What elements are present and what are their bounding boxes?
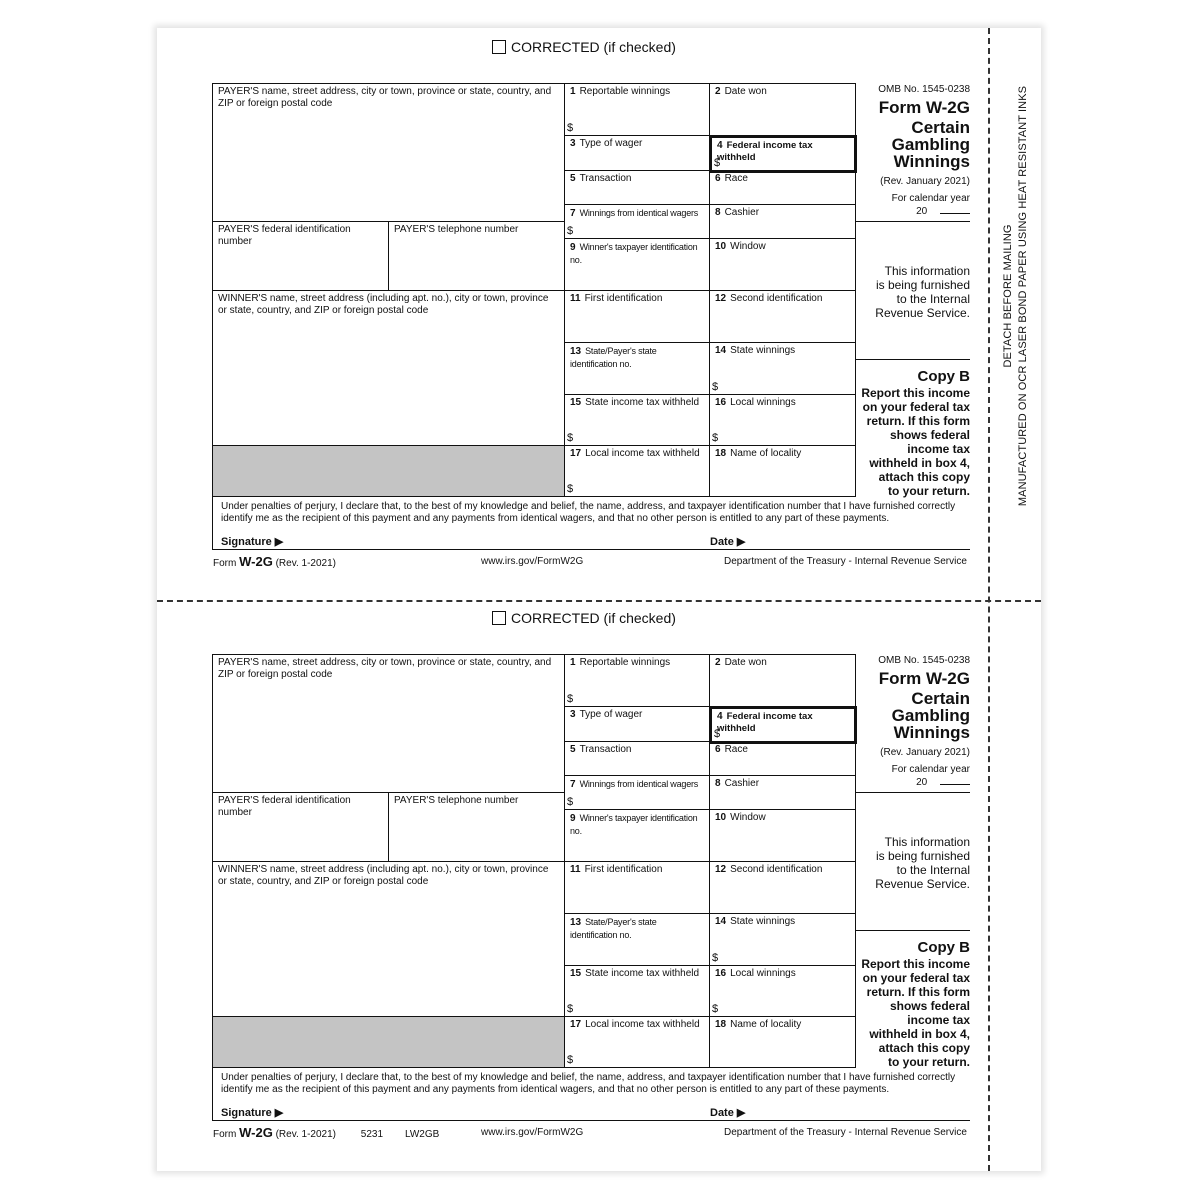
revision-date: (Rev. January 2021) xyxy=(880,747,970,758)
box-17-field[interactable] xyxy=(565,1017,710,1068)
box-17-number: 17 xyxy=(570,448,582,459)
box-6-number: 6 xyxy=(715,173,721,184)
signature-left-border xyxy=(212,497,213,549)
copy-b-line: return. If this form xyxy=(866,985,970,999)
box-1-number: 1 xyxy=(570,657,576,668)
payer-phone-label: PAYER'S telephone number xyxy=(394,224,519,235)
payer-fed-id-field[interactable] xyxy=(213,793,389,862)
form-title-line3: Gambling xyxy=(891,706,970,725)
calendar-year-label: For calendar year xyxy=(891,764,970,775)
box-15-dollar-sign: $ xyxy=(567,432,574,444)
signature-left-border xyxy=(212,1068,213,1120)
omb-number: OMB No. 1545-0238 xyxy=(878,655,970,666)
copy-b-title: Copy B xyxy=(917,368,970,385)
footer-dept: Department of the Treasury - Internal Revenue Service xyxy=(724,556,967,567)
box-14-number: 14 xyxy=(715,345,727,356)
box-15-label: State income tax withheld xyxy=(585,968,700,979)
perjury-statement: Under penalties of perjury, I declare that, to the best of my knowledge and belief, the name, address, and taxpayer identification number that I have furnished correctly identify me as the recipient of this payment and any payments from identical wagers, and that no other person is entitled to any part of these payments. xyxy=(221,1072,956,1095)
form-title-line4: Winnings xyxy=(893,723,970,742)
box-13-label: State/Payer's state identification no. xyxy=(570,917,657,940)
box-3-label: Type of wager xyxy=(579,709,643,720)
furnished-line4: Revenue Service. xyxy=(875,877,970,891)
footer-url: www.irs.gov/FormW2G xyxy=(481,1127,584,1138)
revision-date: (Rev. January 2021) xyxy=(880,176,970,187)
box-3-number: 3 xyxy=(570,709,576,720)
copy-b-line: to your return. xyxy=(887,484,970,498)
copy-b-line: return. If this form xyxy=(866,414,970,428)
winner-name-label: WINNER'S name, street address (including apt. no.), city or town, province or state, country, and ZIP or foreign postal code xyxy=(218,864,549,887)
signature-field[interactable]: Signature ▶ xyxy=(221,1107,284,1119)
box-7-number: 7 xyxy=(570,208,576,219)
payer-name-label: PAYER'S name, street address, city or town, province or state, country, and ZIP or foreign postal code xyxy=(218,86,552,109)
box-16-number: 16 xyxy=(715,968,727,979)
payer-phone-field[interactable] xyxy=(389,222,565,291)
payer-name-field[interactable] xyxy=(213,84,565,222)
box-14-dollar-sign: $ xyxy=(712,952,719,964)
box-6-label: Race xyxy=(724,173,748,184)
winner-name-label: WINNER'S name, street address (including apt. no.), city or town, province or state, country, and ZIP or foreign postal code xyxy=(218,293,549,316)
signature-bottom-line xyxy=(212,1120,970,1121)
box-16-dollar-sign: $ xyxy=(712,432,719,444)
box-2-number: 2 xyxy=(715,657,721,668)
payer-fed-id-field[interactable] xyxy=(213,222,389,291)
box-10-label: Window xyxy=(730,812,766,823)
box-5-label: Transaction xyxy=(579,744,632,755)
payer-fed-id-label: PAYER'S federal identification number xyxy=(218,224,351,247)
year-prefix: 20 xyxy=(916,206,928,217)
furnished-line2: is being furnished xyxy=(875,849,970,863)
box-17-field[interactable] xyxy=(565,446,710,497)
box-9-label: Winner's taxpayer identification no. xyxy=(570,242,698,265)
box-5-number: 5 xyxy=(570,173,576,184)
footer-form-word: Form xyxy=(213,558,237,569)
box-7-dollar-sign: $ xyxy=(567,796,574,808)
payer-phone-field[interactable] xyxy=(389,793,565,862)
corrected-checkbox-row[interactable] xyxy=(492,39,676,55)
payer-name-label: PAYER'S name, street address, city or town, province or state, country, and ZIP or foreign postal code xyxy=(218,657,552,680)
box-4-dollar-sign: $ xyxy=(714,157,721,169)
perjury-statement: Under penalties of perjury, I declare that, to the best of my knowledge and belief, the name, address, and taxpayer identification number that I have furnished correctly identify me as the recipient of this payment and any payments from identical wagers, and that no other person is entitled to any part of these payments. xyxy=(221,501,956,524)
box-10-number: 10 xyxy=(715,241,727,252)
box-8-field[interactable] xyxy=(710,776,856,810)
box-3-field[interactable] xyxy=(565,136,710,171)
box-8-number: 8 xyxy=(715,207,721,218)
copy-b-line: to your return. xyxy=(887,1055,970,1069)
box-12-number: 12 xyxy=(715,864,727,875)
box-14-field[interactable] xyxy=(710,914,856,966)
box-18-field[interactable] xyxy=(710,1017,856,1068)
box-7-dollar-sign: $ xyxy=(567,225,574,237)
box-14-label: State winnings xyxy=(730,345,796,356)
side-notice-line2: MANUFACTURED ON OCR LASER BOND PAPER USING HEAT RESISTANT INKS xyxy=(1017,85,1029,507)
shaded-area xyxy=(213,1017,565,1068)
signature-bottom-line xyxy=(212,549,970,550)
box-17-dollar-sign: $ xyxy=(567,1054,574,1066)
box-16-label: Local winnings xyxy=(730,397,796,408)
box-12-field[interactable] xyxy=(710,291,856,343)
box-4-dollar-sign: $ xyxy=(714,728,721,740)
furnished-line3: to the Internal xyxy=(896,863,970,877)
form-title-line2: Certain xyxy=(911,118,970,137)
box-16-label: Local winnings xyxy=(730,968,796,979)
copy-b-line: on your federal tax xyxy=(862,971,970,985)
furnished-line4: Revenue Service. xyxy=(875,306,970,320)
box-13-field[interactable] xyxy=(565,914,710,966)
box-4-field[interactable] xyxy=(709,135,857,173)
box-13-number: 13 xyxy=(570,346,582,357)
corrected-label: CORRECTED (if checked) xyxy=(511,39,676,55)
box-16-field[interactable] xyxy=(710,966,856,1017)
box-3-label: Type of wager xyxy=(579,138,643,149)
box-5-field[interactable] xyxy=(565,171,710,205)
form-title-line3: Gambling xyxy=(891,135,970,154)
footer-code-lw2gb: LW2GB xyxy=(405,1129,440,1140)
copy-b-line: Report this income xyxy=(861,386,970,400)
form-title: Form W-2G xyxy=(878,669,970,688)
footer-w2g: W-2G xyxy=(239,554,273,569)
box-16-dollar-sign: $ xyxy=(712,1003,719,1015)
copy-b-line: income tax xyxy=(907,442,970,456)
box-4-field[interactable] xyxy=(709,706,857,744)
box-17-label: Local income tax withheld xyxy=(585,1019,700,1030)
form-copy-bottom xyxy=(0,571,1200,1171)
box-9-field[interactable] xyxy=(565,239,710,291)
shaded-area xyxy=(213,446,565,497)
box-15-number: 15 xyxy=(570,968,582,979)
box-4-number: 4 xyxy=(717,711,723,722)
box-6-label: Race xyxy=(724,744,748,755)
calendar-year-field[interactable] xyxy=(856,206,970,217)
copy-b-title: Copy B xyxy=(917,939,970,956)
box-7-label: Winnings from identical wagers xyxy=(579,779,699,789)
payer-name-field[interactable] xyxy=(213,655,565,793)
box-18-number: 18 xyxy=(715,1019,727,1030)
box-14-label: State winnings xyxy=(730,916,796,927)
box-9-label: Winner's taxpayer identification no. xyxy=(570,813,698,836)
copy-b-instructions xyxy=(856,957,970,1069)
footer-rev: (Rev. 1-2021) xyxy=(275,1129,336,1140)
calendar-year-label: For calendar year xyxy=(891,193,970,204)
box-12-number: 12 xyxy=(715,293,727,304)
winner-name-field[interactable] xyxy=(213,291,565,446)
box-10-field[interactable] xyxy=(710,239,856,291)
box-9-field[interactable] xyxy=(565,810,710,862)
box-9-number: 9 xyxy=(570,813,576,824)
box-11-field[interactable] xyxy=(565,862,710,914)
box-6-field[interactable] xyxy=(710,742,856,776)
copy-b-line: attach this copy xyxy=(878,470,970,484)
box-14-number: 14 xyxy=(715,916,727,927)
box-5-field[interactable] xyxy=(565,742,710,776)
date-field[interactable]: Date ▶ xyxy=(710,536,746,548)
furnished-line1: This information xyxy=(884,264,970,278)
box-10-number: 10 xyxy=(715,812,727,823)
box-18-field[interactable] xyxy=(710,446,856,497)
box-9-number: 9 xyxy=(570,242,576,253)
box-15-number: 15 xyxy=(570,397,582,408)
signature-field[interactable]: Signature ▶ xyxy=(221,536,284,548)
box-5-label: Transaction xyxy=(579,173,632,184)
furnished-line1: This information xyxy=(884,835,970,849)
footer-w2g: W-2G xyxy=(239,1125,273,1140)
box-10-label: Window xyxy=(730,241,766,252)
footer-rev: (Rev. 1-2021) xyxy=(275,558,336,569)
box-4-label: Federal income tax withheld xyxy=(717,711,813,734)
box-8-label: Cashier xyxy=(724,207,760,218)
corrected-checkbox-row[interactable] xyxy=(492,610,676,626)
box-1-dollar-sign: $ xyxy=(567,693,574,705)
side-notice-line1: DETACH BEFORE MAILING xyxy=(1002,224,1014,368)
box-8-label: Cashier xyxy=(724,778,760,789)
copy-b-line: Report this income xyxy=(861,957,970,971)
box-12-label: Second identification xyxy=(730,293,823,304)
copy-b-line: withheld in box 4, xyxy=(869,1027,970,1041)
box-12-field[interactable] xyxy=(710,862,856,914)
box-15-field[interactable] xyxy=(565,395,710,446)
box-5-number: 5 xyxy=(570,744,576,755)
furnished-text xyxy=(856,264,970,320)
box-6-number: 6 xyxy=(715,744,721,755)
box-11-number: 11 xyxy=(570,864,581,875)
box-1-field[interactable] xyxy=(565,655,710,707)
form-title-line2: Certain xyxy=(911,689,970,708)
furnished-line2: is being furnished xyxy=(875,278,970,292)
footer-url: www.irs.gov/FormW2G xyxy=(481,556,584,567)
box-11-number: 11 xyxy=(570,293,581,304)
box-2-label: Date won xyxy=(724,86,767,97)
info-divider-2 xyxy=(856,359,970,360)
box-7-field[interactable] xyxy=(565,776,710,810)
footer-form-id xyxy=(213,1125,439,1140)
copy-b-line: shows federal xyxy=(889,999,970,1013)
box-4-label: Federal income tax withheld xyxy=(717,140,813,163)
copy-b-line: shows federal xyxy=(889,428,970,442)
calendar-year-field[interactable] xyxy=(856,777,970,788)
info-divider-1 xyxy=(856,221,970,222)
box-13-field[interactable] xyxy=(565,343,710,395)
box-12-label: Second identification xyxy=(730,864,823,875)
corrected-checkbox[interactable] xyxy=(492,611,506,625)
form-title: Form W-2G xyxy=(878,98,970,117)
box-1-field[interactable] xyxy=(565,84,710,136)
copy-b-line: attach this copy xyxy=(878,1041,970,1055)
box-17-number: 17 xyxy=(570,1019,582,1030)
box-2-field[interactable] xyxy=(710,84,856,136)
copy-b-line: on your federal tax xyxy=(862,400,970,414)
corrected-label: CORRECTED (if checked) xyxy=(511,610,676,626)
box-11-label: First identification xyxy=(584,864,663,875)
box-1-number: 1 xyxy=(570,86,576,97)
box-15-field[interactable] xyxy=(565,966,710,1017)
box-7-field[interactable] xyxy=(565,205,710,239)
box-17-label: Local income tax withheld xyxy=(585,448,700,459)
box-14-dollar-sign: $ xyxy=(712,381,719,393)
info-divider-2 xyxy=(856,930,970,931)
box-7-number: 7 xyxy=(570,779,576,790)
info-divider-1 xyxy=(856,792,970,793)
copy-b-instructions xyxy=(856,386,970,498)
box-1-label: Reportable winnings xyxy=(579,86,671,97)
box-8-number: 8 xyxy=(715,778,721,789)
year-prefix: 20 xyxy=(916,777,928,788)
corrected-checkbox[interactable] xyxy=(492,40,506,54)
box-15-dollar-sign: $ xyxy=(567,1003,574,1015)
footer-form-word: Form xyxy=(213,1129,237,1140)
footer-code-5231: 5231 xyxy=(360,1129,384,1140)
omb-number: OMB No. 1545-0238 xyxy=(878,84,970,95)
box-13-number: 13 xyxy=(570,917,582,928)
box-3-number: 3 xyxy=(570,138,576,149)
winner-name-field[interactable] xyxy=(213,862,565,1017)
box-2-number: 2 xyxy=(715,86,721,97)
footer-form-id xyxy=(213,554,336,569)
box-8-field[interactable] xyxy=(710,205,856,239)
payer-fed-id-label: PAYER'S federal identification number xyxy=(218,795,351,818)
payer-phone-label: PAYER'S telephone number xyxy=(394,795,519,806)
copy-b-line: withheld in box 4, xyxy=(869,456,970,470)
box-18-label: Name of locality xyxy=(730,448,802,459)
box-6-field[interactable] xyxy=(710,171,856,205)
footer-dept: Department of the Treasury - Internal Revenue Service xyxy=(724,1127,967,1138)
box-17-dollar-sign: $ xyxy=(567,483,574,495)
box-14-field[interactable] xyxy=(710,343,856,395)
box-18-number: 18 xyxy=(715,448,727,459)
box-4-number: 4 xyxy=(717,140,723,151)
furnished-text xyxy=(856,835,970,891)
box-16-field[interactable] xyxy=(710,395,856,446)
box-13-label: State/Payer's state identification no. xyxy=(570,346,657,369)
furnished-line3: to the Internal xyxy=(896,292,970,306)
box-1-dollar-sign: $ xyxy=(567,122,574,134)
box-18-label: Name of locality xyxy=(730,1019,802,1030)
box-1-label: Reportable winnings xyxy=(579,657,671,668)
date-field[interactable]: Date ▶ xyxy=(710,1107,746,1119)
box-10-field[interactable] xyxy=(710,810,856,862)
box-3-field[interactable] xyxy=(565,707,710,742)
form-title-line4: Winnings xyxy=(893,152,970,171)
box-11-label: First identification xyxy=(584,293,663,304)
copy-b-line: income tax xyxy=(907,1013,970,1027)
box-2-label: Date won xyxy=(724,657,767,668)
box-16-number: 16 xyxy=(715,397,727,408)
box-2-field[interactable] xyxy=(710,655,856,707)
box-7-label: Winnings from identical wagers xyxy=(579,208,699,218)
box-15-label: State income tax withheld xyxy=(585,397,700,408)
box-11-field[interactable] xyxy=(565,291,710,343)
